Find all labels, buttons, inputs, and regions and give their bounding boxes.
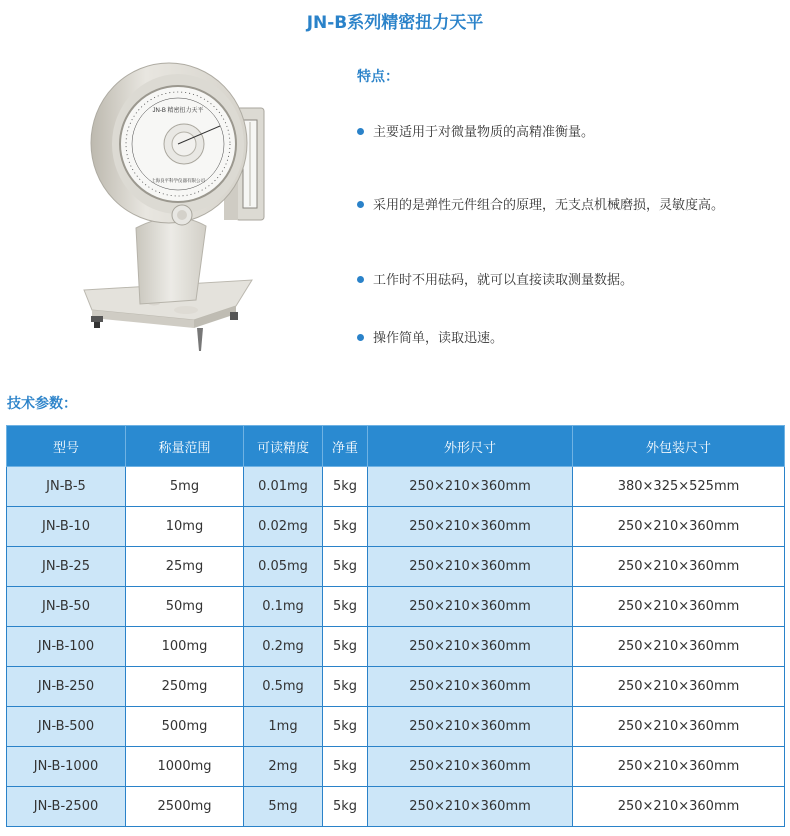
header-weight: 净重 (323, 426, 368, 467)
bullet-icon (357, 334, 364, 341)
cell-weight: 5kg (323, 707, 368, 747)
cell-model: JN-B-10 (7, 507, 126, 547)
cell-model: JN-B-100 (7, 627, 126, 667)
features-heading: 特点： (357, 69, 399, 85)
table-row (7, 467, 785, 507)
cell-model: JN-B-500 (7, 707, 126, 747)
cell-model: JN-B-50 (7, 587, 126, 627)
header-range: 称量范围 (126, 426, 244, 467)
feature-item (357, 327, 777, 346)
table-row (7, 547, 785, 587)
cell-dimensions: 250×210×360mm (368, 707, 573, 747)
feature-item (357, 194, 777, 213)
header-package: 外包装尺寸 (573, 426, 785, 467)
feature-text: 工作时不用砝码，就可以直接读取测量数据。 (373, 273, 634, 288)
cell-weight: 5kg (323, 587, 368, 627)
feature-text: 采用的是弹性元件组合的原理，无支点机械磨损，灵敏度高。 (373, 198, 725, 213)
bullet-icon (357, 128, 364, 135)
cell-package: 250×210×360mm (573, 627, 785, 667)
cell-package: 250×210×360mm (573, 547, 785, 587)
torsion-balance-image (74, 58, 324, 363)
table-row (7, 747, 785, 787)
cell-package: 250×210×360mm (573, 507, 785, 547)
bullet-icon (357, 201, 364, 208)
cell-range: 100mg (126, 627, 244, 667)
cell-precision: 0.2mg (244, 627, 323, 667)
cell-weight: 5kg (323, 547, 368, 587)
table-row (7, 507, 785, 547)
cell-precision: 0.02mg (244, 507, 323, 547)
cell-model: JN-B-5 (7, 467, 126, 507)
bullet-icon (357, 276, 364, 283)
cell-package: 250×210×360mm (573, 707, 785, 747)
feature-text: 主要适用于对微量物质的高精准衡量。 (373, 125, 595, 140)
dial-maker-label: 上海良平科学仪器有限公司 (151, 178, 205, 183)
feature-item (357, 269, 777, 288)
cell-package: 380×325×525mm (573, 467, 785, 507)
table-row (7, 587, 785, 627)
cell-dimensions: 250×210×360mm (368, 547, 573, 587)
cell-model: JN-B-2500 (7, 787, 126, 827)
cell-weight: 5kg (323, 667, 368, 707)
cell-range: 2500mg (126, 787, 244, 827)
cell-weight: 5kg (323, 747, 368, 787)
feature-item (357, 121, 777, 140)
table-row (7, 667, 785, 707)
cell-model: JN-B-250 (7, 667, 126, 707)
cell-range: 500mg (126, 707, 244, 747)
cell-range: 250mg (126, 667, 244, 707)
cell-precision: 0.05mg (244, 547, 323, 587)
page-title: JN-B系列精密扭力天平 (306, 13, 484, 33)
cell-dimensions: 250×210×360mm (368, 627, 573, 667)
cell-package: 250×210×360mm (573, 787, 785, 827)
cell-range: 50mg (126, 587, 244, 627)
dial-brand-label: JN-B 精密扭力天平 (152, 108, 204, 114)
cell-weight: 5kg (323, 627, 368, 667)
header-model: 型号 (7, 426, 126, 467)
table-header-row (7, 426, 785, 467)
cell-dimensions: 250×210×360mm (368, 507, 573, 547)
cell-precision: 2mg (244, 747, 323, 787)
cell-precision: 5mg (244, 787, 323, 827)
cell-model: JN-B-25 (7, 547, 126, 587)
cell-dimensions: 250×210×360mm (368, 747, 573, 787)
cell-precision: 0.1mg (244, 587, 323, 627)
cell-package: 250×210×360mm (573, 587, 785, 627)
cell-dimensions: 250×210×360mm (368, 587, 573, 627)
cell-precision: 1mg (244, 707, 323, 747)
cell-dimensions: 250×210×360mm (368, 787, 573, 827)
table-row (7, 707, 785, 747)
cell-model: JN-B-1000 (7, 747, 126, 787)
cell-weight: 5kg (323, 507, 368, 547)
cell-range: 10mg (126, 507, 244, 547)
table-row (7, 787, 785, 827)
specs-heading: 技术参数： (7, 396, 77, 412)
cell-range: 25mg (126, 547, 244, 587)
cell-weight: 5kg (323, 467, 368, 507)
cell-package: 250×210×360mm (573, 667, 785, 707)
table-row (7, 627, 785, 667)
cell-precision: 0.5mg (244, 667, 323, 707)
cell-range: 5mg (126, 467, 244, 507)
header-dimensions: 外形尺寸 (368, 426, 573, 467)
cell-precision: 0.01mg (244, 467, 323, 507)
cell-dimensions: 250×210×360mm (368, 467, 573, 507)
spec-table (6, 425, 785, 827)
feature-text: 操作简单，读取迅速。 (373, 331, 504, 346)
cell-dimensions: 250×210×360mm (368, 667, 573, 707)
cell-weight: 5kg (323, 787, 368, 827)
cell-range: 1000mg (126, 747, 244, 787)
header-precision: 可读精度 (244, 426, 323, 467)
cell-package: 250×210×360mm (573, 747, 785, 787)
